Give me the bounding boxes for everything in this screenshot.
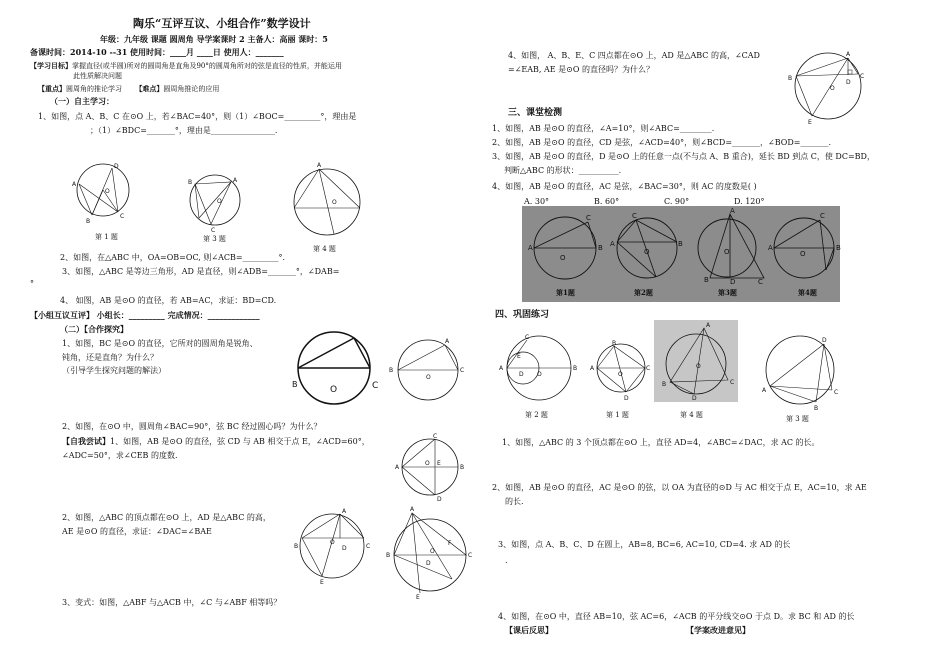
svg-text:A: A [445,338,450,345]
self-try-1-text: 1、如图，AB 是⊙O 的直径，弦 CD 与 AB 相交于点 E，∠ACD=60°， [110,437,370,446]
svg-text:A: A [233,177,238,184]
test-cap-4: 第4题 [798,288,817,297]
svg-text:D: D [846,79,851,86]
section-cooperative: （二）【合作探究】 [60,324,128,334]
goal-label: 【学习目标】 [30,61,72,70]
practice-cap-3: 第 3 题 [786,415,809,423]
question-1-cont: ；（1）∠BDC=_______°，理由是________________. [90,126,278,135]
svg-text:C: C [860,73,865,80]
svg-text:C: C [820,212,825,220]
svg-text:E: E [517,353,521,360]
svg-text:O: O [696,363,701,370]
practice-fig-3 [760,330,840,410]
page-title: 陶乐“互评互议、小组合作”数学设计 [133,17,311,30]
coop-1-hint: （引导学生探究问题的解法） [62,366,166,375]
option-b: B. 60° [594,197,620,206]
svg-text:C: C [211,227,216,234]
svg-text:O: O [537,371,542,378]
svg-text:D: D [624,395,629,402]
svg-text:B: B [294,543,299,550]
svg-text:B: B [86,218,91,225]
section-self-study: （一）自主学习： [50,96,114,106]
svg-text:D: D [426,560,431,567]
svg-text:D: D [822,337,827,344]
svg-text:B: B [573,365,578,372]
test-1: 1、如图，AB 是⊙O 的直径，∠A=10°，则∠ABC=________. [492,124,715,133]
option-a: A. 30° [524,197,550,206]
practice-1: 1、如图，△ABC 的 3 个顶点都在⊙O 上，直径 AD=4，∠ABC=∠DAC，求 AC 的长。 [502,438,820,447]
svg-text:B: B [704,276,709,284]
svg-text:A: A [762,387,767,394]
key-text: 圆周角的推论学习 [66,85,122,93]
svg-text:C: C [632,212,637,220]
figure-q4 [290,162,370,242]
practice-fig-4 [656,320,736,400]
difficulty-text: 圆周角推论的应用 [163,85,220,93]
svg-text:C: C [834,389,839,396]
svg-text:B: B [814,405,819,412]
svg-text:C: C [120,213,125,220]
figure-right-q4 [788,48,870,126]
svg-text:O: O [332,199,337,206]
svg-text:B: B [612,340,617,347]
figure-q3 [185,170,245,234]
test-fig-4 [770,210,842,282]
caption-fig4: 第 4 题 [313,245,336,253]
figure-variation [386,505,475,601]
svg-text:A: A [410,506,415,513]
header-info-line: 年级：九年级 课题 圆周角 导学案课时 2 主备人：高丽 课时：5 [100,34,328,44]
practice-cap-1: 第 1 题 [606,411,629,419]
svg-text:O: O [330,539,335,546]
svg-text:O: O [425,460,430,467]
self-try-2: 2、如图，△ABC 的顶点都在⊙O 上，AD 是△ABC 的高， [62,513,271,522]
practice-3: 3、如图，点 A、B、C、D 在圆上，AB=8, BC=6, AC=10, CD=4. 求 AD 的长 [498,540,791,549]
key-difficulty [38,83,219,95]
svg-text:B: B [460,464,465,471]
question-4: 4、 如图，AB 是⊙O 的直径，若 AB=AC，求证：BD=CD. [60,296,277,305]
figure-self-try-1 [395,433,465,503]
svg-text:A: A [768,244,773,252]
svg-text:C: C [758,278,763,286]
svg-text:A: A [395,464,400,471]
coop-1-cont: 钝角，还是直角？为什么？ [62,353,158,362]
svg-text:O: O [430,548,435,555]
svg-text:E: E [320,579,324,586]
figure-self-try-2 [292,508,372,588]
practice-3-cont: . [505,556,508,565]
practice-cap-4: 第 4 题 [680,411,703,419]
test-fig-1 [528,210,604,282]
svg-text:B: B [836,244,841,252]
practice-cap-2: 第 2 题 [525,411,548,419]
test-fig-3 [690,208,766,284]
difficulty-label: 【难点】 [135,84,164,93]
svg-text:A: A [499,365,504,372]
test-3-cont: 判断△ABC 的形状：__________. [504,166,622,175]
option-d: D. 120° [734,197,765,206]
peer-review-line: 【小组互议互评】 小组长：_________ 完成情况：_____________ [30,310,260,320]
svg-text:A: A [610,240,615,248]
after-class-reflection: 【课后反思】 [505,625,553,635]
caption-fig1: 第 1 题 [95,233,118,241]
question-2: 2、如图，在△ABC 中，OA=OB=OC, 则∠ACB=_________°. [60,253,286,262]
question-3: 3、如图，△ABC 是等边三角形，AD 是直径，则∠ADB=_______°，∠DAB= [62,267,340,276]
svg-text:C: C [730,379,735,386]
svg-text:O: O [644,248,650,256]
caption-fig3: 第 3 题 [203,235,226,243]
svg-text:A: A [528,244,533,252]
test-fig-2 [610,210,686,282]
svg-text:O: O [217,198,222,205]
practice-2-cont: 的长. [505,497,524,506]
svg-text:A: A [317,162,322,169]
figure-q1 [70,160,140,230]
figure-coop-2 [389,335,465,405]
svg-text:O: O [618,371,623,378]
svg-text:B: B [788,75,793,82]
svg-text:O: O [426,374,431,381]
svg-text:C: C [460,367,465,374]
practice-fig-2 [497,330,577,402]
svg-text:A: A [590,365,595,372]
svg-text:C: C [586,214,591,222]
practice-2: 2、如图，AB 是⊙O 的直径，AC 是⊙O 的弦，以 OA 为直径的⊙D 与 AC 相交于点 E，AC=10，求 AE [492,483,867,492]
test-figure-panel [522,206,840,302]
svg-text:D: D [692,395,697,402]
improvement-suggestions: 【学案改进意见】 [686,625,750,635]
header-time-line: 备课时间：2014-10 --31 使用时间：____月 ____日 使用人：_______ [30,47,284,57]
test-4: 4、如图，AB 是⊙O 的直径，AC 是弦，∠BAC=30°，则 AC 的度数是( ) [492,182,757,191]
figure-coop-1 [292,330,377,410]
coop-1: 1、如图，BC 是⊙O 的直径，它所对的圆周角是锐角、 [62,339,258,348]
test-2: 2、如图，AB 是⊙O 的直径，CD 是弦，∠ACD=40°，则∠BCD=_______，∠BOD=_______. [492,138,831,147]
svg-text:O: O [724,248,730,256]
self-try-label: 【自我尝试】 [62,436,110,446]
svg-text:C: C [366,543,371,550]
svg-text:A: A [342,508,347,515]
practice-4: 4、如图，在⊙O 中，直径 AB=10，弦 AC=6，∠ACB 的平分线交⊙O 于点 D。求 BC 和 AD 的长 [498,612,855,621]
self-try-2-cont: AE 是⊙O 的直径，求证：∠DAC=∠BAE [62,527,212,536]
section-class-test: 三、课堂检测 [508,108,563,118]
test-3: 3、如图，AB 是⊙O 的直径，D 是⊙O 上的任意一点(不与点 A、B 重合)，延长 BD 到点 C，使 DC=BD， [492,152,875,161]
coop-2: 2、如图，在⊙O 中，圆周角∠BAC=90°，弦 BC 经过圆心吗？为什么？ [62,422,322,431]
key-label: 【重点】 [38,84,66,93]
test-cap-2: 第2题 [634,288,653,297]
svg-text:A: A [846,51,851,58]
svg-text:O: O [105,188,110,195]
self-try-1-cont: ∠ADC=50°，求∠CEB 的度数. [62,451,178,460]
question-1: 1、如图，点 A、B、C 在⊙O 上，若∠BAC=40°，则（1）∠BOC=_________°，理由是 [38,112,357,121]
question-3-cont: ° [30,279,34,288]
svg-text:B: B [292,380,298,389]
learning-goal-cont: 此性质解决问题 [73,72,122,80]
svg-text:O: O [560,254,566,262]
svg-text:B: B [598,244,603,252]
svg-text:C: C [468,552,473,559]
test-cap-1: 第1题 [556,288,575,297]
svg-text:O: O [330,385,338,395]
svg-text:E: E [808,119,812,126]
option-c: C. 90° [664,197,690,206]
svg-text:B: B [662,381,667,388]
svg-text:O: O [800,250,806,258]
svg-text:D: D [114,163,119,170]
svg-text:E: E [416,594,420,601]
svg-text:A: A [706,322,711,329]
svg-text:C: C [525,334,530,341]
right-question-4: 4、如图， A、B、E、C 四点都在⊙O 上，AD 是△ABC 的高，∠CAD [508,51,760,60]
goal-text: 掌握直径(或半圆)所对的圆周角是直角及90°的圆周角所对的弦是直径的性质，并能运用 [72,62,342,70]
svg-text:E: E [437,460,441,467]
svg-text:B: B [678,240,683,248]
svg-text:D: D [519,371,524,378]
practice-fig-1 [592,340,652,400]
svg-text:F: F [448,540,452,547]
svg-text:B: B [389,367,394,374]
section-consolidation: 四、巩固练习 [495,310,550,320]
svg-text:O: O [830,85,835,92]
test-cap-3: 第3题 [718,288,737,297]
self-try-1 [62,436,370,447]
svg-text:B: B [386,552,391,559]
svg-text:D: D [730,278,736,286]
svg-text:B: B [188,179,193,186]
svg-text:A: A [72,181,77,188]
svg-text:C: C [372,381,379,391]
svg-text:D: D [437,496,442,503]
svg-text:A: A [730,207,735,215]
right-question-4-cont: =∠EAB, AE 是⊙O 的直径吗？为什么？ [508,65,654,74]
variation-question: 3、变式：如图，△ABF 与△ACB 中，∠C 与∠ABF 相等吗？ [62,598,282,607]
svg-text:C: C [433,433,438,440]
svg-text:C: C [646,365,651,372]
svg-text:D: D [342,545,347,552]
